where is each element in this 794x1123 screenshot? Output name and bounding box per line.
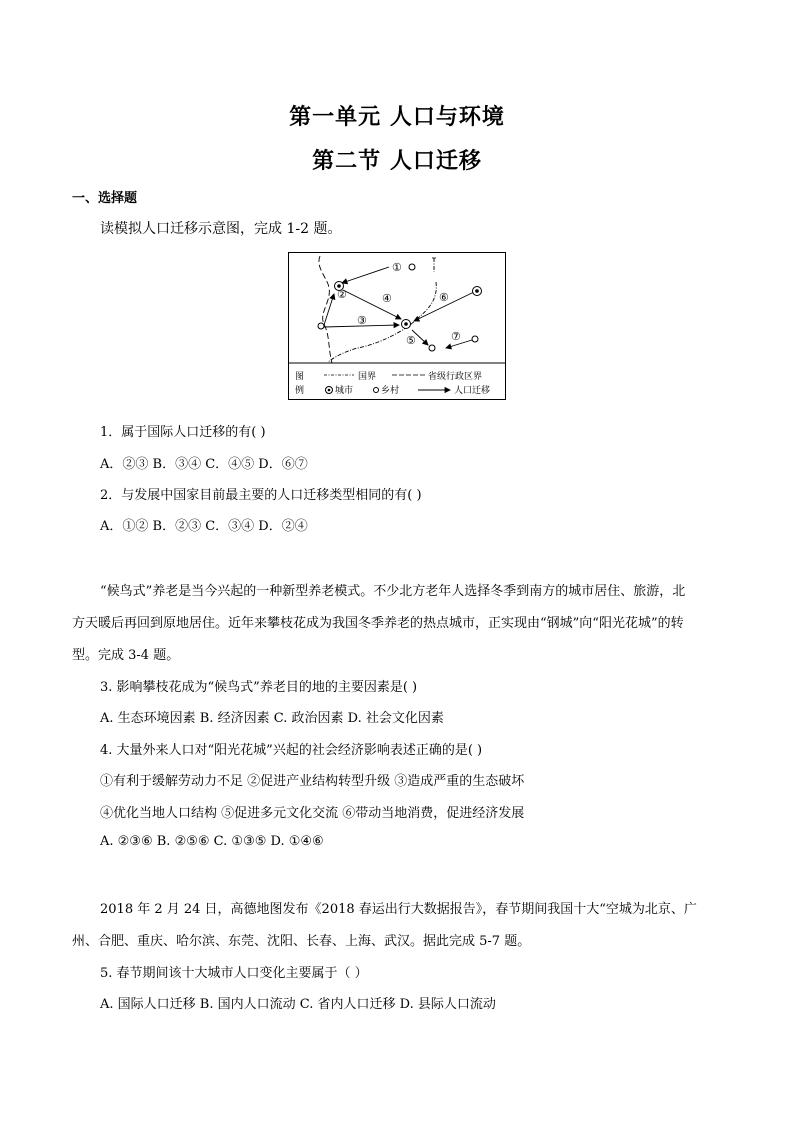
label-3: ③ <box>357 314 367 327</box>
legend-title-2: 例 <box>295 386 305 396</box>
question-4-options: A. ②③⑥ B. ②⑤⑥ C. ①③⑤ D. ①④⑥ <box>100 834 324 849</box>
label-2: ② <box>337 288 347 301</box>
legend-province: 省级行政区界 <box>428 372 483 382</box>
city-marker <box>473 287 482 296</box>
question-1: 1．属于国际人口迁移的有( ) <box>100 425 266 440</box>
legend-village: 乡村 <box>381 386 400 396</box>
passage-2-line: 方天暖后再回到原地居住。近年来攀枝花成为我国冬季养老的热点城市，正实现由“钢城”向“阳光花城”的转 <box>72 616 684 631</box>
migration-diagram <box>288 252 506 400</box>
label-7: ⑦ <box>451 330 461 343</box>
question-5: 5. 春节期间该十大城市人口变化主要属于（ ） <box>100 966 368 981</box>
passage-2-line: 型。完成 3-4 题。 <box>72 648 180 663</box>
label-4: ④ <box>382 292 392 305</box>
passage-3-line: 州、合肥、重庆、哈尔滨、东莞、沈阳、长春、上海、武汉。据此完成 5-7 题。 <box>72 934 531 949</box>
legend-border: 国界 <box>358 372 377 382</box>
legend-village-symbol <box>374 388 379 393</box>
legend-title-1: 图 <box>295 372 305 382</box>
question-4: 4. 大量外来人口对“阳光花城”兴起的社会经济影响表述正确的是( ) <box>100 743 483 758</box>
passage-3-line: 2018 年 2 月 24 日，高德地图发布《2018 春运出行大数据报告》，春节期间我国十大“空城为北京、广 <box>100 902 697 917</box>
label-5: ⑤ <box>406 334 416 347</box>
passage-2-line: “候鸟式”养老是当今兴起的一种新型养老模式。不少北方老年人选择冬季到南方的城市居住、旅游，北 <box>100 584 686 599</box>
question-4-statements: ④优化当地人口结构 ⑤促进多元文化交流 ⑥带动当地消费，促进经济发展 <box>100 806 525 821</box>
intro-text: 读模拟人口迁移示意图，完成 1-2 题。 <box>100 221 342 237</box>
legend-city-symbol <box>326 387 333 394</box>
question-1-options: A．②③ B．③④ C．④⑤ D．⑥⑦ <box>100 457 308 472</box>
section-heading: 一、选择题 <box>72 191 138 206</box>
legend-city: 城市 <box>335 386 354 396</box>
question-2-options: A．①② B．②③ C．③④ D．②④ <box>100 519 308 534</box>
question-2: 2．与发展中国家目前最主要的人口迁移类型相同的有( ) <box>100 488 422 503</box>
city-marker <box>402 320 411 329</box>
village-marker <box>472 336 478 342</box>
village-marker <box>409 264 415 270</box>
village-marker <box>429 345 435 351</box>
question-3-options: A. 生态环境因素 B. 经济因素 C. 政治因素 D. 社会文化因素 <box>100 711 444 726</box>
legend-migration: 人口迁移 <box>454 386 491 396</box>
label-6: ⑥ <box>439 291 449 304</box>
question-3: 3. 影响攀枝花成为“候鸟式”养老目的地的主要因素是( ) <box>100 680 418 695</box>
label-1: ① <box>392 261 402 274</box>
question-5-options: A. 国际人口迁移 B. 国内人口流动 C. 省内人口迁移 D. 县际人口流动 <box>100 997 496 1012</box>
village-marker <box>318 323 324 329</box>
section-title: 第二节 人口迁移 <box>312 148 482 174</box>
question-4-statements: ①有利于缓解劳动力不足 ②促进产业结构转型升级 ③造成严重的生态破坏 <box>100 774 525 789</box>
page-title: 第一单元 人口与环境 <box>289 104 505 130</box>
